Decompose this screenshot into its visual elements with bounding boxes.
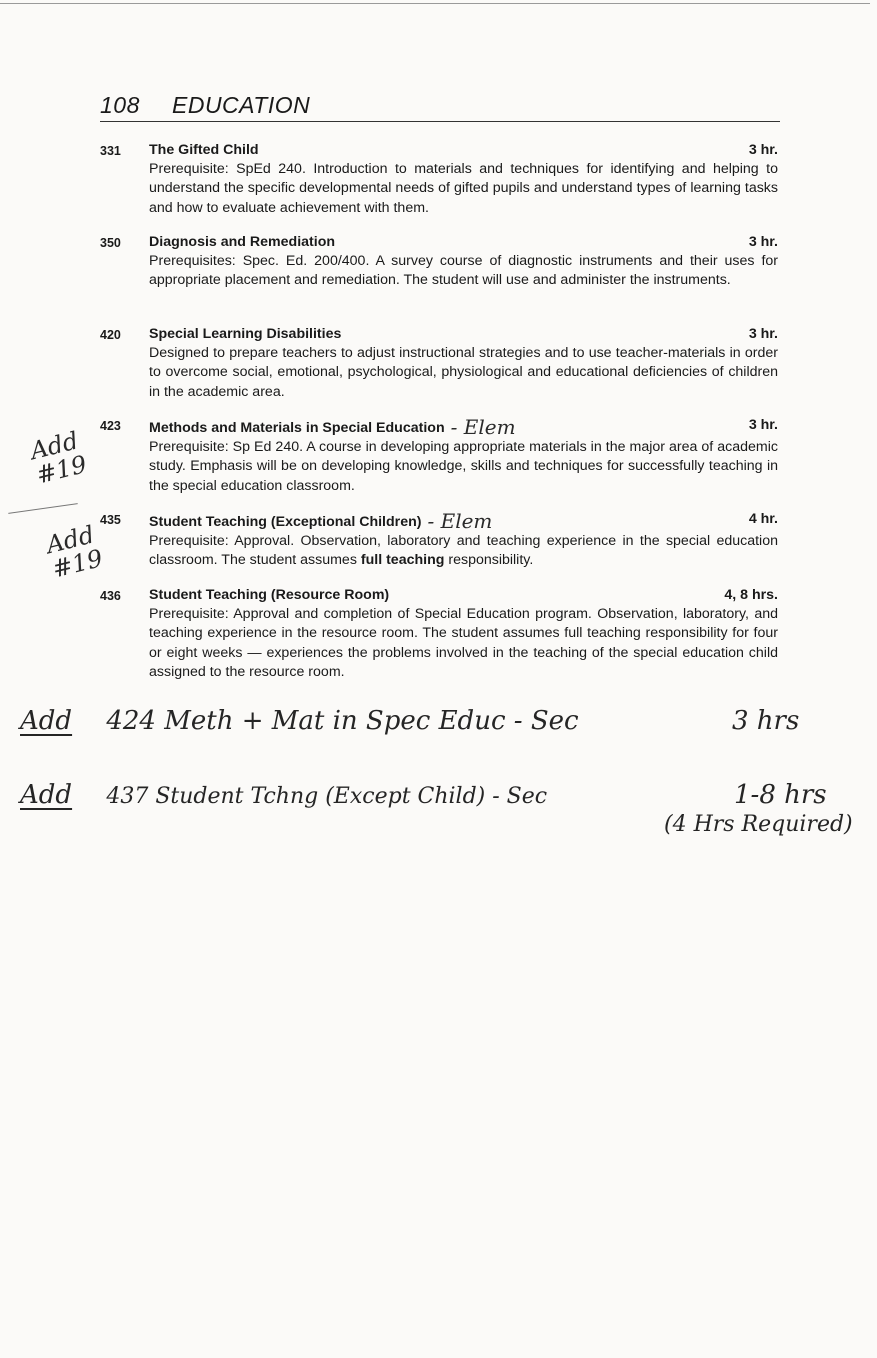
course-description: Prerequisites: Spec. Ed. 200/400. A survey course of diagnostic instruments and their uses for appropriate placement and remediation. The student will use and administer the instruments. bbox=[149, 253, 778, 289]
handwritten-margin-note-435: Add #19 bbox=[43, 520, 106, 584]
course-description: Prerequisite: Approval and completion of Special Education program. Observation, laboratory, and teaching experience in the resource room. The student assumes full teaching responsibility for four or eight weeks — experiences the problems involved in the teaching of the special education child assigned to the resource room. bbox=[149, 606, 778, 680]
page-heading: EDUCATION bbox=[172, 92, 311, 118]
handwritten-hours-required-note: (4 Hrs Required) bbox=[664, 812, 853, 837]
page-top-edge bbox=[0, 3, 870, 4]
course-title-line bbox=[149, 416, 778, 438]
handwritten-course-text: 437 Student Tchng (Except Child) - Sec bbox=[106, 784, 548, 809]
course-420 bbox=[100, 325, 778, 402]
course-description bbox=[149, 532, 778, 570]
course-hours: 4 hr. bbox=[748, 511, 778, 527]
course-title-line bbox=[149, 586, 778, 605]
course-number: 420 bbox=[100, 328, 121, 342]
margin-pen-stroke bbox=[8, 503, 77, 514]
handwritten-addition-437 bbox=[20, 780, 547, 810]
course-number: 436 bbox=[100, 589, 121, 603]
course-number: 350 bbox=[100, 236, 121, 250]
page-number: 108 bbox=[100, 92, 140, 118]
course-title-line bbox=[149, 510, 778, 532]
course-hours: 4, 8 hrs. bbox=[724, 587, 778, 603]
handwritten-addition-424 bbox=[20, 706, 579, 736]
handwritten-add-label: Add bbox=[20, 706, 73, 736]
course-number: 435 bbox=[100, 513, 121, 527]
course-title: Student Teaching (Exceptional Children) bbox=[149, 514, 422, 530]
course-435 bbox=[100, 510, 778, 571]
course-title: Student Teaching (Resource Room) bbox=[149, 587, 390, 603]
description-bold-text: full teaching bbox=[360, 552, 445, 569]
course-423 bbox=[100, 416, 778, 496]
handwritten-hours-437: 1-8 hrs bbox=[734, 780, 827, 810]
course-number: 423 bbox=[100, 419, 121, 433]
course-hours: 3 hr. bbox=[748, 326, 778, 342]
course-hours: 3 hr. bbox=[748, 417, 778, 433]
course-title-line bbox=[149, 141, 778, 160]
course-331 bbox=[100, 141, 778, 218]
course-number: 331 bbox=[100, 144, 121, 158]
course-description: Prerequisite: SpEd 240. Introduction to materials and techniques for identifying and helping to understand the specific developmental needs of gifted pupils and understand types of learning tasks and how to evaluate achievement with them. bbox=[149, 161, 778, 216]
course-hours: 3 hr. bbox=[748, 142, 778, 158]
handwritten-course-text: 424 Meth + Mat in Spec Educ - Sec bbox=[106, 706, 579, 736]
course-hours: 3 hr. bbox=[748, 234, 778, 250]
course-description: Prerequisite: Sp Ed 240. A course in developing appropriate materials in the major area of academic study. Emphasis will be on developing knowledge, skills and techniques for successfully teaching in the special education classroom. bbox=[149, 439, 778, 494]
course-436 bbox=[100, 586, 778, 682]
header-rule bbox=[100, 121, 780, 122]
course-title-line bbox=[149, 325, 778, 344]
handwritten-elem-annotation: - Elem bbox=[450, 415, 516, 439]
handwritten-hours-424: 3 hrs bbox=[732, 706, 800, 736]
course-description: Designed to prepare teachers to adjust instructional strategies and to use teacher-materials in order to overcome social, emotional, psychological, physiological and educational deficiencies of children in the academic area. bbox=[149, 345, 778, 400]
course-title-line bbox=[149, 233, 778, 252]
handwritten-elem-annotation: - Elem bbox=[427, 509, 493, 533]
description-text-end: responsibility. bbox=[444, 552, 534, 569]
course-350 bbox=[100, 233, 778, 291]
handwritten-margin-note-423: Add #19 bbox=[27, 426, 90, 490]
course-title: Diagnosis and Remediation bbox=[149, 234, 336, 250]
course-title: The Gifted Child bbox=[149, 142, 259, 158]
page-header bbox=[100, 92, 780, 119]
course-title: Methods and Materials in Special Education bbox=[149, 420, 445, 436]
course-title: Special Learning Disabilities bbox=[149, 326, 342, 342]
handwritten-add-label: Add bbox=[20, 780, 73, 810]
description-text: Prerequisite: Approval. Observation, laboratory and teaching experience in the special education classroom. The student assumes bbox=[149, 533, 778, 569]
